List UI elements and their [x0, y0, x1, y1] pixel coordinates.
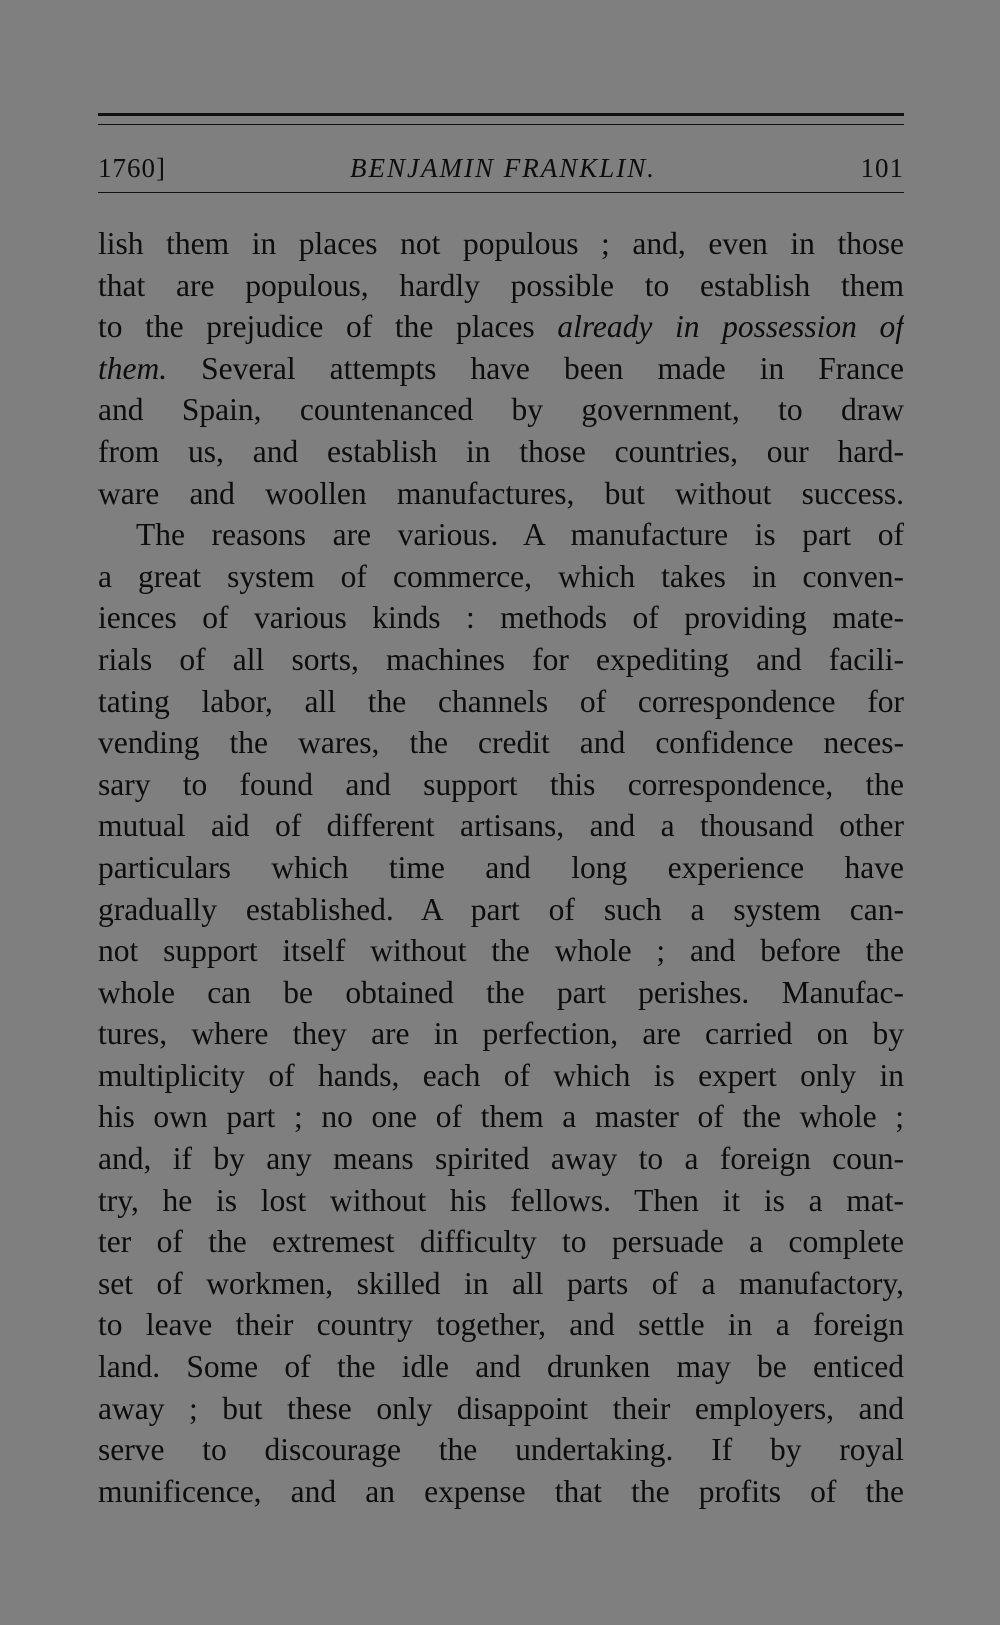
running-header	[98, 125, 904, 189]
text-line: try, he is lost without his fellows. Then it is a mat-	[98, 1182, 904, 1218]
text-line: whole can be obtained the part perishes. Manufac-	[98, 974, 904, 1010]
text-line: and, if by any means spirited away to a foreign coun-	[98, 1141, 904, 1177]
text-line: and Spain, countenanced by government, to draw	[98, 392, 904, 428]
text-line-paragraph-start: The reasons are various. A manufacture is part of	[136, 517, 904, 553]
text-line: mutual aid of different artisans, and a thousand other	[98, 808, 904, 844]
header-rule-bottom	[98, 192, 904, 193]
text-line: ter of the extremest difficulty to persuade a complete	[98, 1224, 904, 1260]
text-line: serve to discourage the undertaking. If by royal	[98, 1432, 904, 1468]
text-line: that are populous, hardly possible to establish them	[98, 267, 904, 303]
text-line: munificence, and an expense that the profits of the	[98, 1473, 904, 1509]
text-line: lish them in places not populous ; and, even in those	[98, 226, 904, 261]
text-line	[98, 348, 904, 390]
text-line: particulars which time and long experience have	[98, 849, 904, 885]
book-page	[98, 113, 904, 1512]
text-line: a great system of commerce, which takes in conven-	[98, 558, 904, 594]
text-line: tures, where they are in perfection, are carried on by	[98, 1016, 904, 1052]
text-line-italic: them.	[98, 350, 168, 386]
header-year: 1760]	[98, 153, 166, 183]
text-line: vending the wares, the credit and confidence neces-	[98, 725, 904, 761]
page-number: 101	[860, 153, 904, 183]
text-line: set of workmen, skilled in all parts of a manufactory,	[98, 1265, 904, 1301]
text-line: gradually established. A part of such a system can-	[98, 891, 904, 927]
text-line: his own part ; no one of them a master of the whole ;	[98, 1099, 904, 1135]
text-line-italic: already in possession of	[557, 309, 904, 345]
text-line: multiplicity of hands, each of which is expert only in	[98, 1057, 904, 1093]
text-line: rials of all sorts, machines for expediting and facili-	[98, 641, 904, 677]
text-line: from us, and establish in those countries, our hard-	[98, 433, 904, 469]
text-line-roman: to the prejudice of the places	[98, 309, 558, 345]
text-line: tating labor, all the channels of correspondence for	[98, 683, 904, 719]
text-line: iences of various kinds : methods of providing mate-	[98, 600, 904, 636]
body-text	[98, 223, 904, 1512]
text-line: away ; but these only disappoint their employers, and	[98, 1390, 904, 1426]
text-line	[98, 306, 904, 348]
text-line-roman: Several attempts have been made in France	[167, 350, 904, 386]
text-line: land. Some of the idle and drunken may be enticed	[98, 1349, 904, 1385]
header-title: BENJAMIN FRANKLIN.	[350, 153, 656, 183]
text-line: sary to found and support this correspondence, the	[98, 766, 904, 802]
text-line: ware and woollen manufactures, but without success.	[98, 475, 904, 511]
text-line: to leave their country together, and settle in a foreign	[98, 1307, 904, 1343]
header-rule-top	[98, 113, 904, 116]
text-line: not support itself without the whole ; and before the	[98, 933, 904, 969]
